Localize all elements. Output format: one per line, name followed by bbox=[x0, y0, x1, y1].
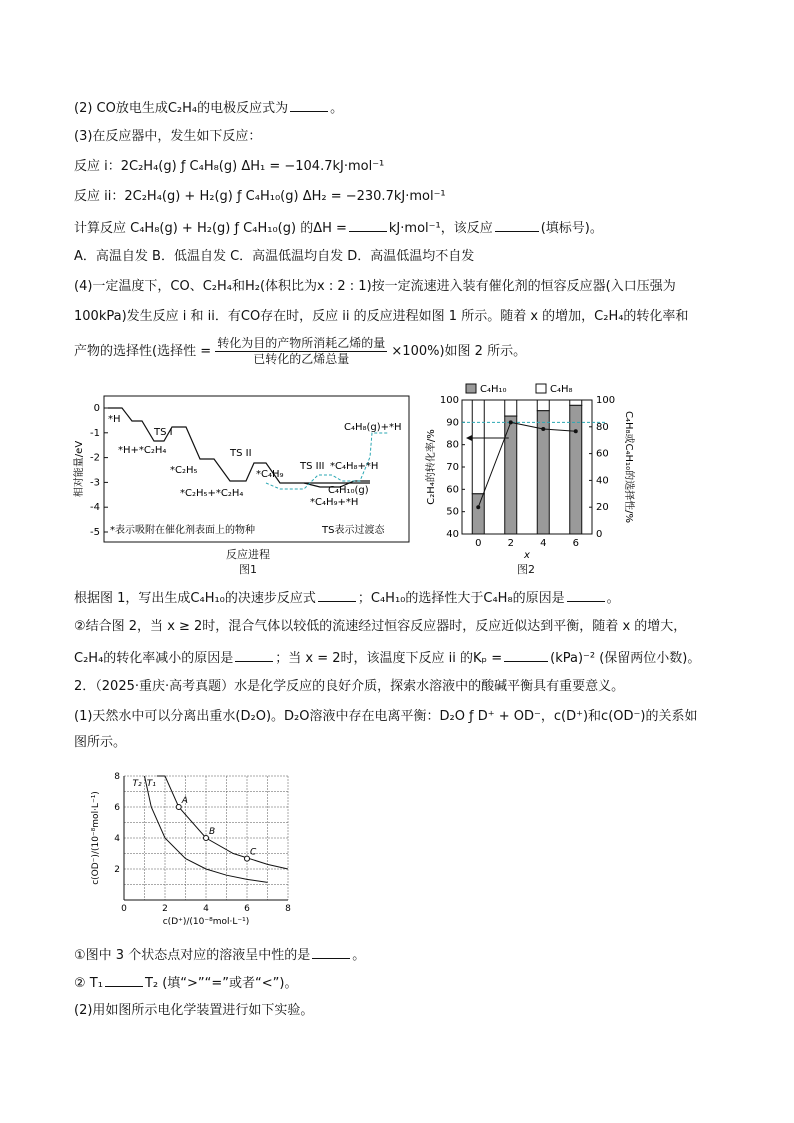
reaction-i: 反应 i：2C₂H₄(g) ƒ C₄H₈(g) ΔH₁ = −104.7kJ·mol⁻¹ bbox=[74, 159, 385, 174]
fig3-y-tick-label: 2 bbox=[114, 865, 120, 875]
fig1-ytick-label: -1 bbox=[90, 427, 100, 439]
conversion-point bbox=[541, 427, 545, 431]
fig2-x-tick-label: 4 bbox=[540, 538, 547, 549]
fig2-right-tick-label: 40 bbox=[596, 475, 609, 487]
fig2-arrow-head bbox=[466, 435, 472, 441]
bar-c4h8 bbox=[472, 400, 484, 494]
fig3-y-tick-label: 6 bbox=[114, 803, 120, 813]
fig3-state-point bbox=[204, 836, 209, 841]
answer-blank[interactable] bbox=[290, 98, 328, 112]
fig1-ylabel: 相对能量/eV bbox=[74, 440, 85, 498]
selectivity-fraction: $\frac{\text{转化为目的产物所消耗乙烯的量}}{\text{已转化的乙烯总量}}$ bbox=[217, 336, 386, 366]
bar-c4h8 bbox=[505, 400, 517, 416]
fig2-left-axis-label: C₂H₄的转化率/% bbox=[426, 429, 437, 505]
fig1-ytick-label: -3 bbox=[90, 477, 100, 489]
answer-blank[interactable] bbox=[504, 648, 548, 662]
reaction-ii: 反应 ii：2C₂H₄(g) + H₂(g) ƒ C₄H₁₀(g) ΔH₂ = −230.7kJ·mol⁻¹ bbox=[74, 189, 446, 204]
answer-blank[interactable] bbox=[318, 588, 356, 602]
fig3-state-point-label: C bbox=[250, 847, 257, 858]
fig3-x-tick-label: 4 bbox=[203, 904, 209, 914]
after-fig1-line: 根据图 1，写出生成C₄H₁₀的决速步反应式 ；C₄H₁₀的选择性大于C₄H₈的原因是 。 bbox=[74, 588, 620, 608]
fig2-right-tick-label: 60 bbox=[596, 448, 609, 460]
fig3-y-tick-label: 4 bbox=[114, 834, 120, 844]
answer-blank[interactable] bbox=[349, 218, 387, 232]
question-4-line-a: (4)一定温度下，CO、C₂H₄和H₂(体积比为x : 2 : 1)按一定流速进入装有催化剂的恒容反应器(入口压强为 bbox=[74, 279, 676, 294]
fig2-x-tick-label: 0 bbox=[475, 538, 482, 549]
legend-swatch-c4h8 bbox=[536, 384, 546, 393]
part-2-line: (2)用如图所示电化学装置进行如下实验。 bbox=[74, 1003, 314, 1018]
fig2-left-tick-label: 40 bbox=[446, 529, 459, 540]
fig2-right-tick-label: 0 bbox=[596, 529, 603, 540]
fig1-species-label: C₄H₁₀(g) bbox=[328, 485, 369, 496]
fig3-curve-label: T₁ bbox=[146, 779, 156, 789]
fig3-y-axis-label: c(OD⁻)/(10⁻⁸mol·L⁻¹) bbox=[91, 791, 101, 885]
problem-2-title: 2．（2025·重庆·高考真题）水是化学反应的良好介质，探索水溶液中的酸碱平衡具有重要意义。 bbox=[74, 679, 625, 694]
fig1-caption: 图1 bbox=[239, 563, 257, 576]
answer-blank[interactable] bbox=[312, 945, 350, 959]
calc-line: 计算反应 C₄H₈(g) + H₂(g) ƒ C₄H₁₀(g) 的ΔH = kJ·mol⁻¹，该反应 (填标号)。 bbox=[74, 218, 603, 238]
problem-2-part1-b: 图所示。 bbox=[74, 735, 127, 750]
conversion-point bbox=[574, 429, 578, 433]
fig3-state-point-label: B bbox=[209, 827, 216, 837]
fig2-caption: 图2 bbox=[517, 563, 535, 576]
fig1-xlabel: 反应进程 bbox=[226, 548, 270, 561]
conversion-point bbox=[476, 505, 480, 509]
fig3-y-tick-label: 8 bbox=[114, 772, 120, 782]
question-2-3-line: (2) CO放电生成C₂H₄的电极反应式为 。 bbox=[74, 98, 343, 118]
fig1-ytick-label: -5 bbox=[90, 527, 100, 538]
fig3-state-point bbox=[176, 805, 181, 810]
fig1-species-label: *C₂H₅ bbox=[170, 465, 198, 476]
fig1-species-label: *C₄H₉+*H bbox=[310, 497, 359, 508]
bar-c4h8 bbox=[537, 400, 549, 411]
fig2-left-tick-label: 50 bbox=[446, 506, 459, 518]
legend-swatch-c4h10 bbox=[466, 384, 476, 393]
fig2-x-tick-label: 6 bbox=[572, 538, 579, 549]
fig2-x-tick-label: 2 bbox=[507, 538, 514, 549]
fig1-note-left: *表示吸附在催化剂表面上的物种 bbox=[110, 525, 255, 536]
selectivity-formula-line: 产物的选择性(选择性 = $\frac{\text{转化为目的产物所消耗乙烯的量}}{\text{已转化的乙烯总量}}$ ×100%)如图 2 所示。 bbox=[74, 336, 527, 366]
problem-2-part1-a: (1)天然水中可以分离出重水(D₂O)。D₂O溶液中存在电离平衡：D₂O ƒ D⁺ + OD⁻，c(D⁺)和c(OD⁻)的关系如 bbox=[74, 709, 698, 724]
fig1-species-label: *H bbox=[108, 414, 121, 425]
conversion-point bbox=[509, 420, 513, 424]
answer-blank[interactable] bbox=[495, 218, 539, 232]
figure-2-chart bbox=[420, 380, 640, 580]
question-2-c-line-a: ②结合图 2，当 x ≥ 2时，混合气体以较低的流速经过恒容反应器时，反应近似达到平衡，随着 x 的增大， bbox=[74, 619, 687, 634]
sub-question-2: ② T₁ T₂ (填“>”“=”或者“<”)。 bbox=[74, 973, 297, 993]
fig1-species-label: *C₂H₅+*C₂H₄ bbox=[180, 488, 244, 499]
fig3-x-tick-label: 2 bbox=[162, 904, 168, 914]
fig2-x-axis-label: x bbox=[524, 550, 530, 561]
answer-blank[interactable] bbox=[235, 648, 273, 662]
options-line: A．高温自发 B．低温自发 C．高温低温均自发 D．高温低温均不自发 bbox=[74, 249, 475, 264]
legend-label-c4h8: C₄H₈ bbox=[550, 384, 573, 395]
fig2-right-axis-label: C₄H₈或C₄H₁₀的选择性/% bbox=[623, 411, 634, 523]
fig2-left-tick-label: 80 bbox=[446, 439, 459, 451]
answer-blank[interactable] bbox=[567, 588, 605, 602]
question-4-line-b: 100kPa)发生反应 i 和 ii．有CO存在时，反应 ii 的反应进程如图 1 所示。随着 x 的增加，C₂H₄的转化率和 bbox=[74, 309, 689, 324]
fig1-species-label: C₄H₈(g)+*H bbox=[344, 422, 402, 433]
conversion-line bbox=[478, 422, 576, 507]
fig2-left-tick-label: 60 bbox=[446, 484, 459, 496]
bar-c4h10 bbox=[570, 405, 582, 534]
fig3-x-tick-label: 6 bbox=[244, 904, 250, 914]
fig1-species-label: TS I bbox=[154, 427, 173, 438]
fig2-left-tick-label: 70 bbox=[446, 462, 459, 473]
fig2-right-tick-label: 80 bbox=[596, 421, 609, 433]
fig1-species-label: *C₄H₈+*H bbox=[330, 461, 379, 472]
fig3-curve-label: T₂ bbox=[132, 779, 142, 789]
sub-question-1: ①图中 3 个状态点对应的溶液呈中性的是 。 bbox=[74, 945, 365, 965]
bar-c4h10 bbox=[472, 494, 484, 534]
fig1-ytick-label: -4 bbox=[90, 502, 100, 514]
fig3-x-tick-label: 0 bbox=[121, 904, 127, 914]
fig3-x-tick-label: 8 bbox=[285, 904, 291, 914]
fig1-ytick-label: -2 bbox=[90, 452, 100, 464]
fig3-state-point-label: A bbox=[181, 796, 188, 806]
fig1-species-label: *H+*C₂H₄ bbox=[118, 445, 167, 456]
fig1-ytick-label: 0 bbox=[93, 403, 100, 414]
fig3-x-axis-label: c(D⁺)/(10⁻⁸mol·L⁻¹) bbox=[162, 917, 250, 927]
question-3-intro: (3)在反应器中，发生如下反应： bbox=[74, 129, 262, 144]
fig1-species-label: TS III bbox=[300, 461, 325, 472]
fig2-left-tick-label: 90 bbox=[446, 417, 459, 429]
figure-3-ion-product bbox=[88, 768, 300, 928]
fig3-state-point bbox=[245, 856, 250, 861]
fig1-species-label: TS II bbox=[230, 448, 252, 459]
question-2-c-line-b: C₂H₄的转化率减小的原因是 ；当 x = 2时，该温度下反应 ii 的Kₚ = (kPa)⁻² (保留两位小数)。 bbox=[74, 648, 700, 668]
fig2-right-tick-label: 100 bbox=[596, 395, 616, 406]
bar-c4h8 bbox=[570, 400, 582, 405]
fig2-left-tick-label: 100 bbox=[439, 395, 459, 406]
fig1-note-right: TS表示过渡态 bbox=[322, 525, 385, 536]
legend-label-c4h10: C₄H₁₀ bbox=[480, 384, 507, 395]
answer-blank[interactable] bbox=[105, 973, 143, 987]
fig1-species-label: *C₄H₉ bbox=[256, 469, 284, 480]
fig2-right-tick-label: 20 bbox=[596, 502, 609, 514]
